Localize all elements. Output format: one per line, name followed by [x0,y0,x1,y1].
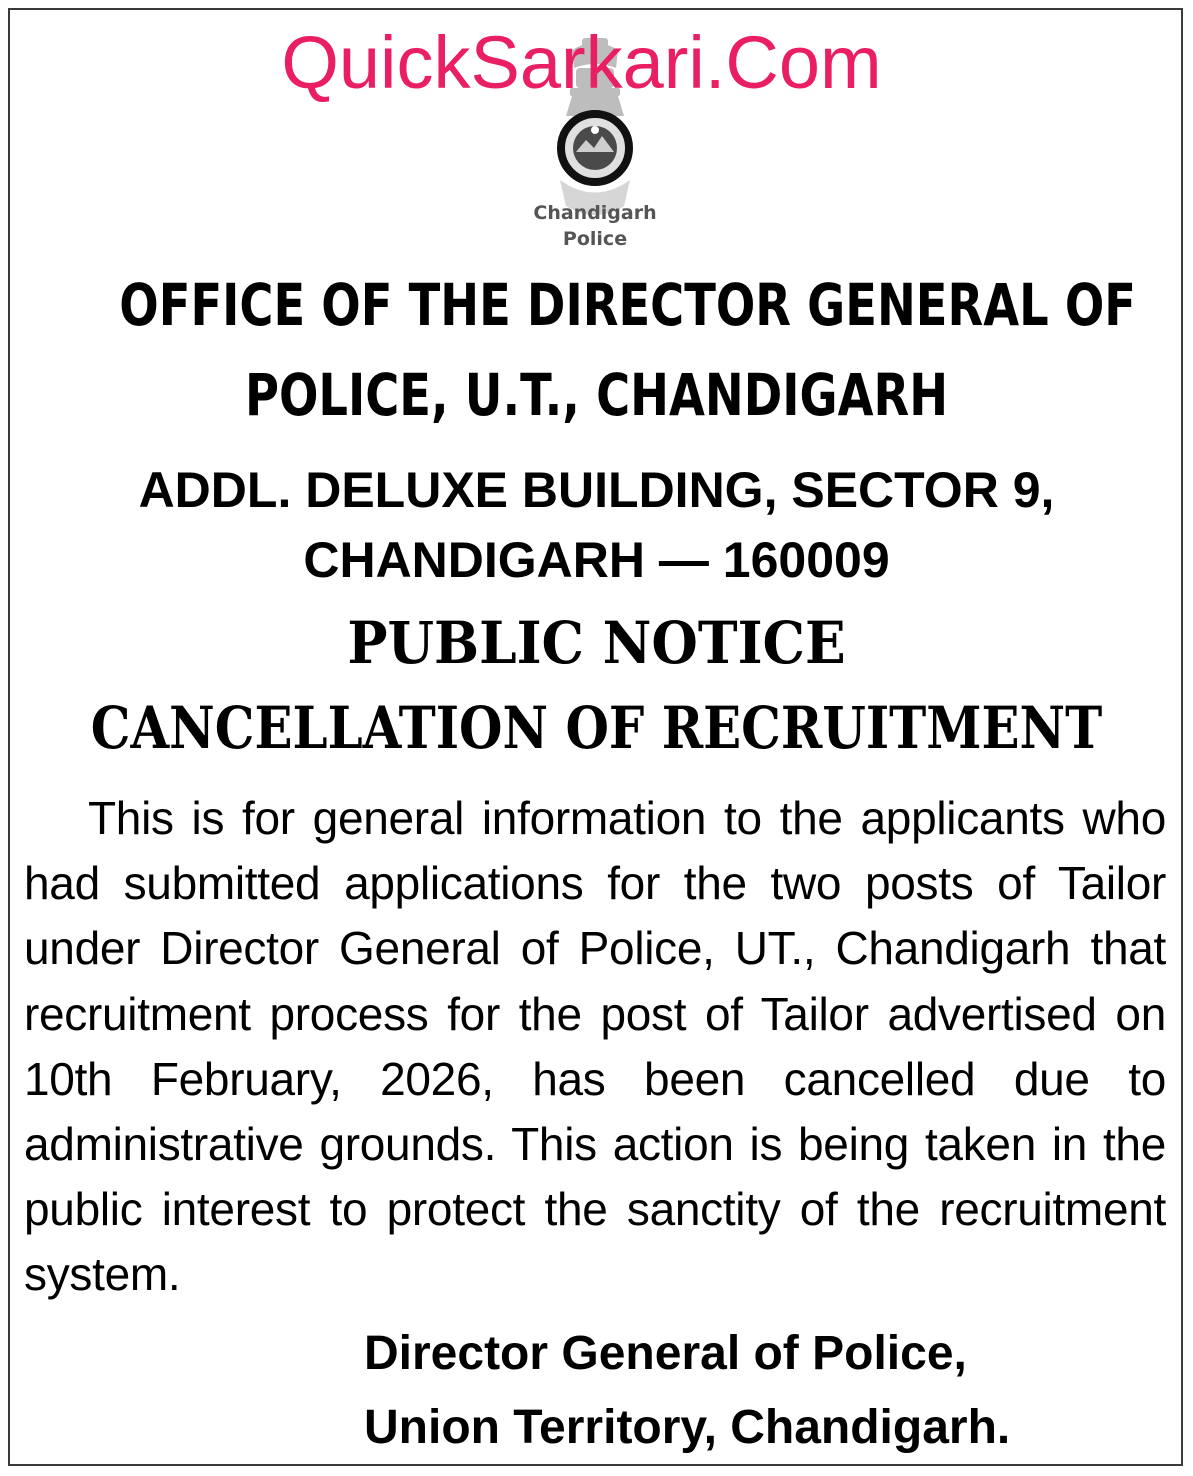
office-title-line1: OFFICE OF THE DIRECTOR GENERAL OF [119,271,1136,339]
watermark-text: QuickSarkari.Com [281,21,882,104]
signature-line2: Union Territory, Chandigarh. [364,1401,1011,1454]
address-line2: CHANDIGARH — 160009 [303,532,890,588]
address-line1: ADDL. DELUXE BUILDING, SECTOR 9, [138,462,1055,518]
notice-subject: CANCELLATION OF RECRUITMENT [90,694,1103,762]
office-title-line2: POLICE, U.T., CHANDIGARH [244,361,949,429]
notice-body: This is for general information to the applicants who had submitted applications for the two posts of Tailor under Director General of Police, UT., Chandigarh that recruitment process for the post of Tailor advertised on 10th February, 2026, has been cancelled due to administrative grounds. This action is being taken in the public interest to protect the sanctity of the recruitment system. [24,792,1166,1301]
emblem-caption-line2: Police [562,228,628,250]
emblem-caption-line1: Chandigarh [533,202,657,224]
signature-line1: Director General of Police, [364,1327,967,1380]
notice-title: PUBLIC NOTICE [347,609,846,677]
